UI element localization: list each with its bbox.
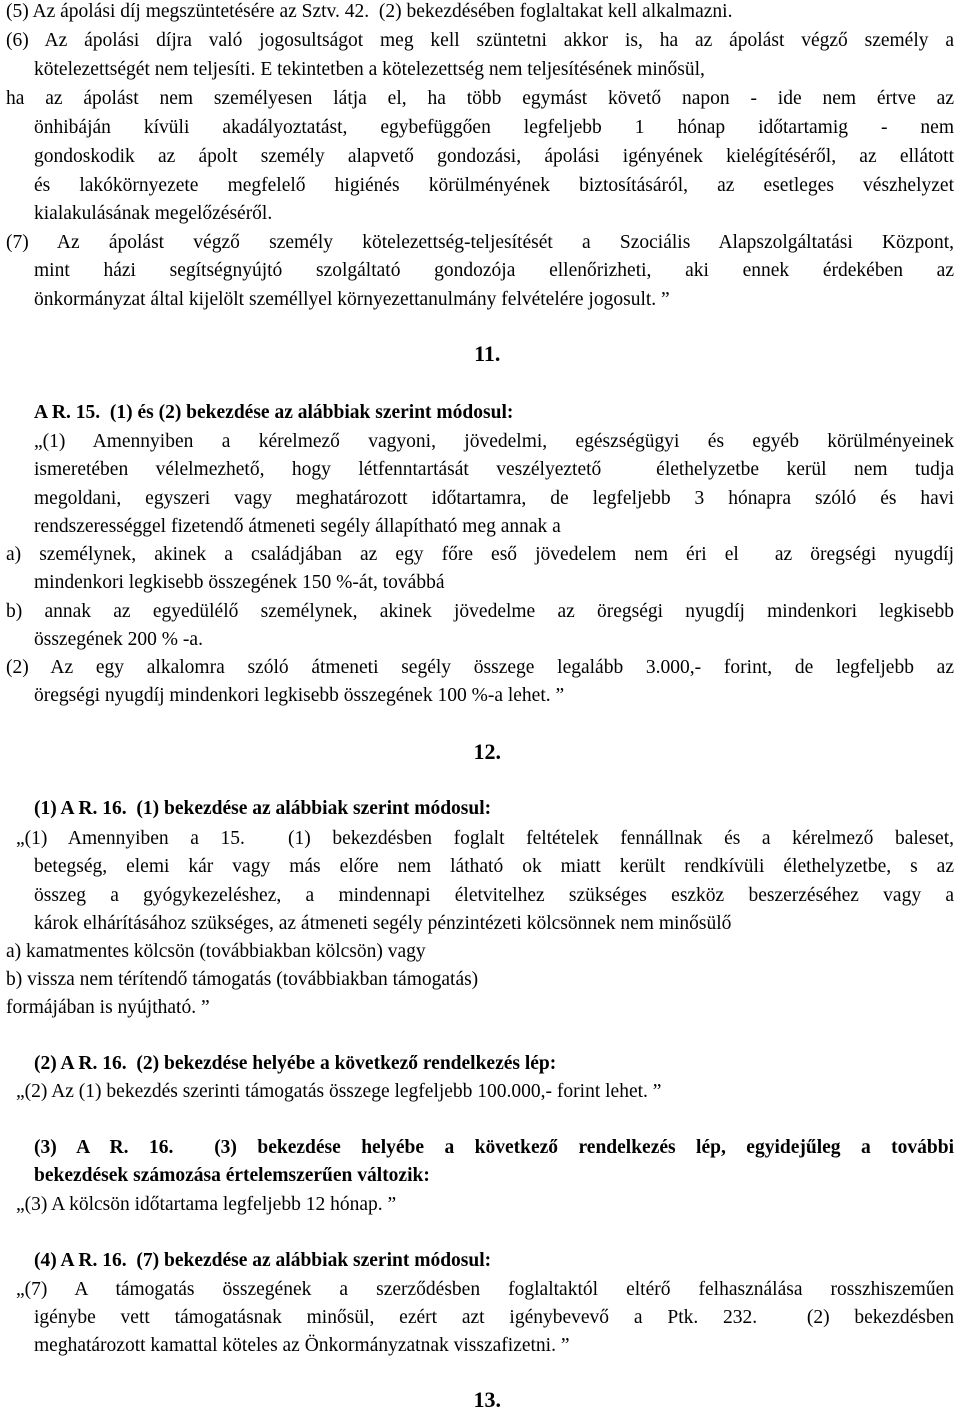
paragraph-6-line: és lakókörnyezete megfelelő higiénés körülményének biztosításáról, az esetleges vészhelyzet <box>34 175 954 196</box>
section-13-heading: 13. <box>473 1387 507 1412</box>
section-12-item-b: b) vissza nem térítendő támogatás (továbbiakban támogatás) <box>6 969 479 990</box>
section-12-heading: 12. <box>473 739 507 764</box>
section-12-quote-4-line: „(7) A támogatás összegének a szerződésben foglaltaktól eltérő felhasználása rosszhiszeműen <box>16 1279 954 1300</box>
section-11-item-a: a) személynek, akinek a családjában az egy főre eső jövedelem nem éri el az öregségi nyugdíj <box>6 544 954 565</box>
paragraph-6-line: önhibáján kívüli akadályoztatást, egybefüggően legfeljebb 1 hónap időtartamig - nem <box>34 117 954 138</box>
paragraph-6-line: gondoskodik az ápolt személy alapvető gondozási, ápolási igényének kielégítéséről, az ellátott <box>34 146 954 167</box>
section-12-quote-2: „(2) Az (1) bekezdés szerinti támogatás összege legfeljebb 100.000,- forint lehet. ” <box>16 1081 662 1102</box>
section-12-subheading-4: (4) A R. 16. (7) bekezdése az alábbiak szerint módosul: <box>34 1250 492 1271</box>
section-11-item-a: mindenkori legkisebb összegének 150 %-át, továbbá <box>34 572 445 593</box>
section-12-subheading-2: (2) A R. 16. (2) bekezdése helyébe a következő rendelkezés lép: <box>34 1053 557 1074</box>
paragraph-7-line: mint házi segítségnyújtó szolgáltató gondozója ellenőrizheti, aki ennek érdekében az <box>34 260 954 281</box>
section-12-quote-4-line: igénybe vett támogatásnak minősül, ezért azt igénybevevő a Ptk. 232. (2) bekezdésben <box>34 1307 954 1328</box>
section-12-text-line: összeg a gyógykezeléshez, a mindennapi életvitelhez szükséges eszköz beszerzéséhez vagy a <box>34 885 954 906</box>
paragraph-6-line: kötelezettségét nem teljesíti. E tekintetben a kötelezettség nem teljesítésének minősül, <box>34 59 705 80</box>
section-12-text-line: károk elhárításához szükséges, az átmeneti segély pénzintézeti kölcsönnek nem minősülő <box>34 913 732 934</box>
section-11-text-line: rendszerességgel fizetendő átmeneti segély állapítható meg annak a <box>34 516 561 537</box>
section-12-text-line: formájában is nyújtható. ” <box>6 997 210 1018</box>
paragraph-7-line: önkormányzat által kijelölt személlyel környezettanulmány felvételére jogosult. ” <box>34 289 670 310</box>
section-11-item-b: összegének 200 % -a. <box>34 629 203 650</box>
section-12-quote-3: „(3) A kölcsön időtartama legfeljebb 12 hónap. ” <box>16 1194 397 1215</box>
paragraph-6-line: kialakulásának megelőzéséről. <box>34 203 273 224</box>
section-11-heading: 11. <box>474 341 506 366</box>
section-12-subheading-1: (1) A R. 16. (1) bekezdése az alábbiak szerint módosul: <box>34 798 492 819</box>
section-11-text-line: öregségi nyugdíj mindenkori legkisebb összegének 100 %-a lehet. ” <box>34 685 565 706</box>
paragraph-6-line: ha az ápolást nem személyesen látja el, ha több egymást követő napon - ide nem értve az <box>6 88 954 109</box>
section-11-text-line: ismeretében vélelmezhető, hogy létfenntartását veszélyeztető élethelyzetbe kerül nem tudja <box>34 459 954 480</box>
paragraph-6-line: (6) Az ápolási díjra való jogosultságot meg kell szüntetni akkor is, ha az ápolást végző személy a <box>6 30 954 51</box>
section-12-text-line: betegség, elemi kár vagy más előre nem látható ok miatt került rendkívüli élethelyzetbe, s az <box>34 856 954 877</box>
section-11-intro: A R. 15. (1) és (2) bekezdése az alábbiak szerint módosul: <box>34 402 514 423</box>
section-12-item-a: a) kamatmentes kölcsön (továbbiakban kölcsön) vagy <box>6 941 426 962</box>
section-12-quote-4-line: meghatározott kamattal köteles az Önkormányzatnak visszafizetni. ” <box>34 1335 570 1356</box>
section-11-text-line: megoldani, egyszeri vagy meghatározott időtartamra, de legfeljebb 3 hónapra szóló és havi <box>34 488 954 509</box>
section-11-text-line: „(1) Amennyiben a kérelmező vagyoni, jövedelmi, egészségügyi és egyéb körülményeinek <box>34 431 954 452</box>
section-11-item-b: b) annak az egyedülélő személynek, akinek jövedelme az öregségi nyugdíj mindenkori legkisebb <box>6 601 954 622</box>
section-12-text-line: „(1) Amennyiben a 15. (1) bekezdésben foglalt feltételek fennállnak és a kérelmező baleset, <box>16 828 954 849</box>
section-12-subheading-3: bekezdések számozása értelemszerűen változik: <box>34 1165 430 1186</box>
paragraph-7-line: (7) Az ápolást végző személy kötelezettség-teljesítését a Szociális Alapszolgáltatási Központ, <box>6 232 954 253</box>
section-11-text-line: (2) Az egy alkalomra szóló átmeneti segély összege legalább 3.000,- forint, de legfeljebb az <box>6 657 954 678</box>
section-12-subheading-3: (3) A R. 16. (3) bekezdése helyébe a következő rendelkezés lép, egyidejűleg a további <box>34 1137 954 1158</box>
paragraph-5: (5) Az ápolási díj megszüntetésére az Sztv. 42. (2) bekezdésében foglaltakat kell alkalmazni. <box>6 1 733 22</box>
